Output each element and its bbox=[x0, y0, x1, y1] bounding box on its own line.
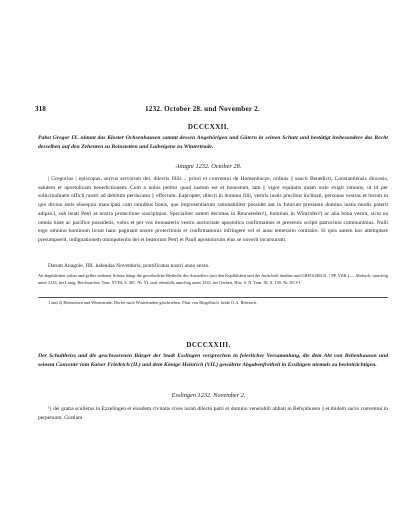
running-title: 1232. October 28. und November 2. bbox=[145, 105, 260, 113]
document-closing: Datum Anagnie, IIII. kalendas Novembris, pontificatus nostri anno sexto. bbox=[48, 263, 210, 269]
footnote-rule bbox=[38, 297, 388, 298]
source-note: An abgeblichter rother und gelber seidener Schnur hängt die gewöhnliche Bleibulle des Ausstellers (mit den Kopfbildern und der Aufschrift darüber und GREGORIUS . | PP. VIIII.) — Abdruck, unrichtig unter 1233, bei Lünig, Reichsarchiv, Tom. XVIII, S. 367, Nr. VI. und, ebenfalls unrichtig unter 1233, bei Gerbert, Hist. S. N. Tom. III, S. 139, Nr. XCVI. bbox=[38, 273, 388, 285]
document-number: DCCCXXIII. bbox=[186, 341, 231, 349]
document-number: DCCCXXII. bbox=[187, 123, 230, 131]
document-text: | Gregorius | episcopus, servus servorum dei, dilectis filiis .. priori et conventui de Homenhucze, ordinis || sancti Benedicti, Constantiensis diocesis, salutem et apostolicam benedictionem. Cum a nobis petitur quod iustum est et honestum, tam || vigor equitatis quam ordo exigit rationis, ut id per sollicitudinem officii nostri ad debitum perducatur || effectum. Eapropter, dilecti in domino filii, vestris iustis precibus inclinati, personas vestras et locum in quo divino estis obsequio mancipati cum omnibus bonis, que impresentiarum rationabiliter possidet aut in futurum prestante domino iustis modis poterit adipisci, sub beati Petri et nostra protectione suscipimus. Specialiter autem decimas in Reunsteden¹), homines in Wintriden²) ac alia bona vestra, sicut ea omnia iuste ac pacifice possidetis, vobis et per vos monasterio vestro auctoritate apostolica confirmamus et presentis scripti patrocinio communimus. Nulli ergo omnino hominum liceat hanc paginam nostre protectionis et confirmationis infringere vel ei ausu temerario contraire. Si quis autem hoc attemptare presumpserit, indignationem omnipotentis dei et beatorum Petri et Pauli apostolorum eius se noverit incursurum. bbox=[38, 176, 388, 243]
document-date: Anagni 1232. October 28. bbox=[175, 163, 242, 170]
document-regest: Pabst Gregor IX. nimmt das Kloster Ochsenhausen sammt dessen Angehörigen und Gütern in seinen Schutz und bestätigt insbesondere das Recht desselben auf den Zehenten zu Reinstetten und Laibeigene zu Wintertrude. bbox=[38, 135, 388, 150]
page-number: 318 bbox=[35, 105, 46, 113]
document-regest: Der Schultheiss und die geschworenen Bürger der Stadt Esslingen versprechen in feierlicher Versammlung, die dem Abt von Bebenhausen und seinem Convente vom Kaiser Friedrich (II.) und dem Könige Heinrich (VII.) gewährte Abgabenfreiheit in Esslingen niemals zu beeinträchtigen. bbox=[38, 353, 388, 368]
document-date: Esslingen 1232. November 2. bbox=[171, 392, 246, 399]
running-header bbox=[35, 105, 385, 117]
footnote: 1 und 2) Reinstetten und Wintertrude, Dörfer nach Wintertruden geschrieben, Pfarr von Biegelbach, beide O.A. Biberach. bbox=[48, 300, 258, 305]
document-text: ¹) dei gratia sculletus in Ezzelingen et eiusdem civitatis cives iurati dilecto patri et domino venerabili abbati in Bebynhusen || et ibidem sacro conventui in perpetuum. Gratiam bbox=[38, 406, 388, 421]
